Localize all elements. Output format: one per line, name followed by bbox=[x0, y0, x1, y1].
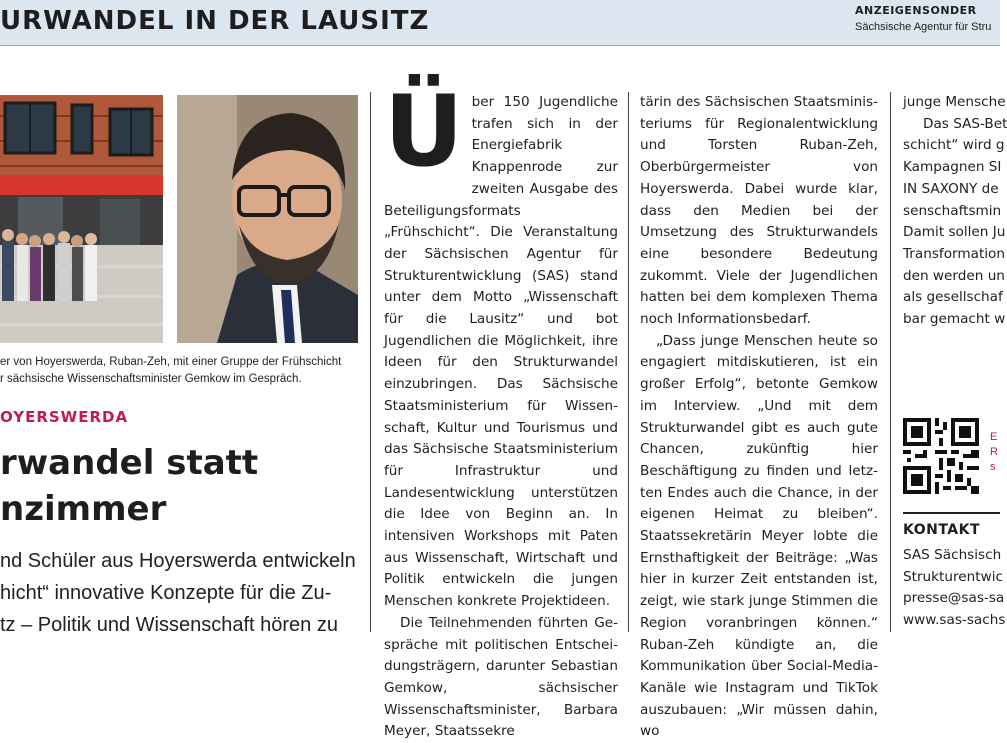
article-line: als gesellschaf bbox=[903, 289, 1003, 306]
headline-line: rwandel statt bbox=[0, 443, 259, 483]
subhead-line: nd Schüler aus Hoyerswerda entwickeln bbox=[0, 550, 356, 572]
article-line: Das SAS-Bet bbox=[923, 115, 1007, 132]
article-line: junge Mensche bbox=[903, 94, 1006, 110]
article-column-1 bbox=[384, 75, 618, 740]
article-paragraph: tärin des Sächsischen Staatsministeriums für Regionalentwicklung und Torsten Ruban-Zeh, Oberbürgermeister von Hoyerswerda. Dabei wurde klar, dass den Medien bei der Umsetzung des Strukturwandels eine besondere Bedeutung zukommt. Viele der Jugendlichen hatten bei dem komplexen Thema noch Informationsbedarf. bbox=[640, 94, 878, 328]
contact-email-link[interactable]: presse@sas-sa bbox=[903, 590, 1005, 606]
supplement-header bbox=[0, 0, 1000, 46]
article-line: den werden un bbox=[903, 267, 1005, 284]
qr-side-line: R bbox=[990, 446, 998, 458]
supplement-label: ANZEIGENSONDER bbox=[855, 4, 977, 17]
article-column-3 bbox=[903, 92, 1007, 432]
article-line: bar gemacht w bbox=[903, 311, 1006, 328]
article-line: schicht“ wird g bbox=[903, 137, 1005, 154]
article-line: senschaftsmin bbox=[903, 202, 1002, 219]
photo-caption bbox=[0, 354, 362, 388]
group-photo bbox=[0, 95, 163, 343]
article-kicker: OYERSWERDA bbox=[0, 408, 129, 426]
column-divider bbox=[890, 92, 891, 632]
article-headline bbox=[0, 440, 370, 532]
subhead-line: tz – Politik und Wissenschaft hören zu bbox=[0, 614, 338, 636]
article-column-2 bbox=[640, 92, 878, 740]
article-line: IN SAXONY de bbox=[903, 180, 999, 197]
article-line: Damit sollen Ju bbox=[903, 224, 1006, 241]
minister-portrait-photo bbox=[177, 95, 358, 343]
qr-side-line: E bbox=[990, 431, 998, 443]
contact-divider bbox=[903, 512, 1000, 514]
contact-organization: SAS Sächsisch bbox=[903, 547, 1002, 563]
subhead-line: hicht“ innovative Konzepte für die Zu- bbox=[0, 582, 332, 604]
qr-side-text bbox=[990, 430, 1000, 475]
contact-organization: Strukturentwic bbox=[903, 568, 1003, 585]
publisher-name: Sächsische Agentur für Stru bbox=[855, 21, 992, 33]
qr-code-icon[interactable] bbox=[903, 418, 979, 494]
article-subheadline bbox=[0, 545, 370, 641]
caption-line: r sächsische Wissenschaftsminister Gemkow im Gespräch. bbox=[0, 373, 302, 385]
caption-line: er von Hoyerswerda, Ruban-Zeh, mit einer Gruppe der Frühschicht bbox=[0, 356, 342, 368]
headline-line: nzimmer bbox=[0, 489, 167, 529]
contact-heading: KONTAKT bbox=[903, 522, 981, 538]
article-line: Transformation bbox=[903, 245, 1005, 262]
article-paragraph: „Dass junge Menschen heute so engagiert mitdiskutieren, ist ein großer Erfolg“, betonte Gemkow im Interview. „Und mit dem Strukturwandel gibt es auch gute Chancen, zukünftig hier Beschäftigung zu finden und letzten Endes auch die Chance, in der eigenen Heimat zu bleiben“. Staatssekretärin Meyer lobte die Ernsthaftigkeit der Beiträge: „Was hier in kurzer Zeit entstanden ist, zeigt, wie stark junge Stimmen die Region voranbringen können.“ Ruban-Zeh kündigte an, die Kommunikation über Social-Media-Kanäle wie Instagram und TikTok auszubauen: „Wir müssen dahin, wo bbox=[640, 332, 878, 740]
article-paragraph: Die Teilnehmenden führten Gespräche mit politischen Entscheidungsträgern, darunter Sebastian Gemkow, sächsischer Wissenschaftsminister, Barbara Meyer, Staatssekre bbox=[384, 614, 618, 740]
article-paragraph: ber 150 Jugendliche trafen sich in der Energiefabrik Knappenrode zur zweiten Ausgabe des Beteiligungsformats „Frühschicht“. Die Veranstaltung der Sächsischen Agentur für Strukturentwicklung (SAS) stand unter dem Motto „Wissenschaft für die Lausitz“ und bot Jugendlichen die Möglichkeit, ihre Ideen für den Strukturwandel einzubringen. Das Sächsische Staatsministerium für Wissenschaft, Kultur und Tourismus und das Sächsische Staatsministerium für Infrastruktur und Landesentwicklung unterstützen die Idee von Beginn an. In intensiven Workshops mit Paten aus Wissenschaft, Wirtschaft und Politik entwickeln die jungen Menschen konkrete Projektideen. bbox=[384, 94, 618, 610]
section-title: URWANDEL IN DER LAUSITZ bbox=[0, 6, 430, 36]
contact-info bbox=[903, 545, 1006, 631]
contact-website-link[interactable]: www.sas-sachs bbox=[903, 611, 1006, 628]
qr-side-line: s bbox=[990, 461, 996, 473]
column-divider bbox=[370, 92, 371, 632]
drop-cap: Ü bbox=[384, 75, 464, 189]
column-divider bbox=[628, 92, 629, 632]
article-line: Kampagnen SI bbox=[903, 159, 1002, 176]
header-publisher bbox=[855, 4, 1000, 33]
